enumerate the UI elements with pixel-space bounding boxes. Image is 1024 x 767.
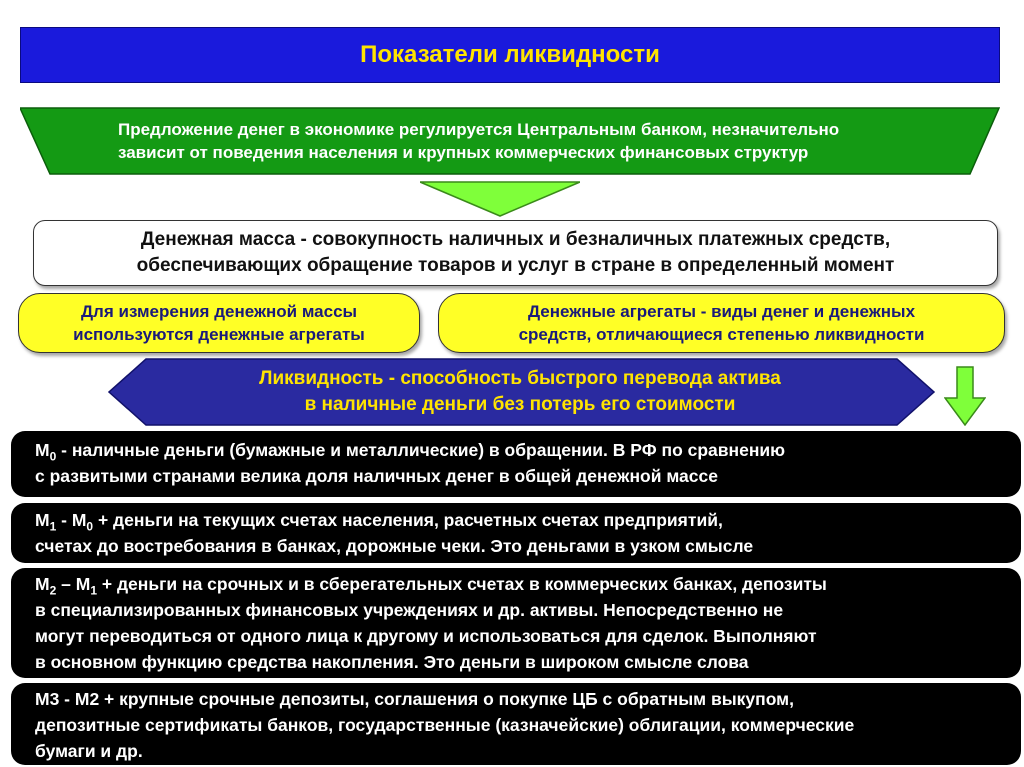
money-supply-line-2: зависит от поведения населения и крупных коммерческих финансовых структур [118,143,809,162]
arrow-down-icon [944,366,986,426]
liquidity-line-1: Ликвидность - способность быстрого перевода актива [259,368,781,389]
m2-line-2: в специализированных финансовых учреждениях и др. активы. Непосредственно не [35,600,784,620]
m3-line-3: бумаги и др. [35,741,143,761]
money-mass-box [33,220,998,286]
aggregate-m1-box [11,503,1021,563]
liquidity-line-2: в наличные деньги без потерь его стоимости [304,394,736,415]
aggregates-line-2: средств, отличающиеся степенью ликвидности [518,325,925,344]
page-title: Показатели ликвидности [20,27,1000,83]
aggregate-m3-box [11,683,1021,765]
money-mass-line-1: Денежная масса - совокупность наличных и безналичных платежных средств, [140,229,891,250]
money-supply-line-1: Предложение денег в экономике регулируется Центральным банком, незначительно [118,120,840,139]
arrow-down-icon [420,180,580,218]
aggregates-line-1: Денежные агрегаты - виды денег и денежных [527,302,916,321]
measure-line-1: Для измерения денежной массы [80,302,358,321]
m0-line-2: с развитыми странами велика доля наличных денег в общей денежной массе [35,466,718,486]
money-supply-text [118,118,978,168]
liquidity-text [150,364,890,420]
m3-line-1: М3 - М2 + крупные срочные депозиты, соглашения о покупке ЦБ с обратным выкупом, [35,689,794,709]
m1-line-1: $М_1 - М_0$ + деньги на текущих счетах населения, расчетных счетах предприятий, [35,510,723,534]
aggregate-m2-box [11,568,1021,678]
m2-line-1: $М_2 - М_1$ + деньги на срочных и в сберегательных счетах в коммерческих банках, депозиты [35,574,827,598]
m3-line-2: депозитные сертификаты банков, государственные (казначейские) облигации, коммерческие [35,715,855,735]
aggregate-m0-box [11,431,1021,497]
m2-line-3: могут переводиться от одного лица к другому и использоваться для сделок. Выполняют [35,626,817,646]
money-mass-line-2: обеспечивающих обращение товаров и услуг в стране в определенный момент [136,255,895,276]
m1-line-2: счетах до востребования в банках, дорожные чеки. Это деньгами в узком смысле [35,536,754,556]
m2-line-4: в основном функцию средства накопления. Это деньги в широком смысле слова [35,652,749,672]
measure-line-2: используются денежные агрегаты [73,325,365,344]
m0-line-1: $М_0$ - наличные деньги (бумажные и металлические) в обращении. В РФ по сравнению [35,440,786,464]
aggregates-box [438,293,1005,353]
measure-box [18,293,420,353]
